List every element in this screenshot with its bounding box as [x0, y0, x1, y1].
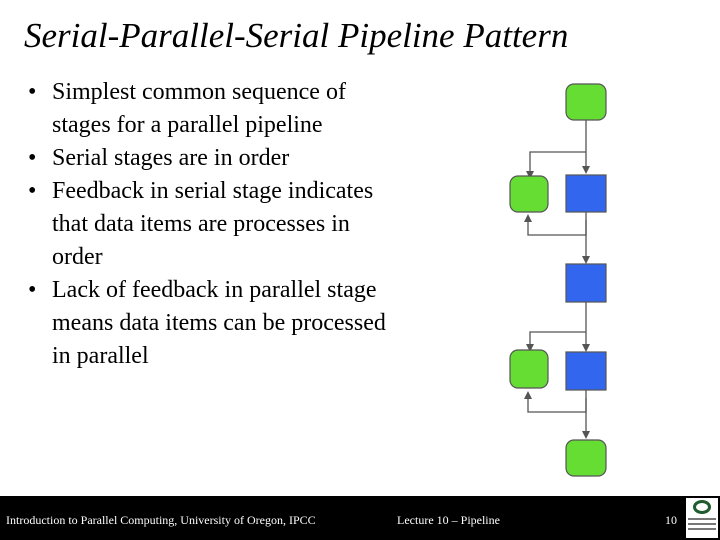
serial-stage-node: [566, 264, 606, 302]
serial-stage-node: [566, 175, 606, 212]
bullet-text: Serial stages are in order: [52, 145, 290, 171]
parallel-stage-node: [510, 350, 548, 388]
parallel-stage-node: [566, 440, 606, 476]
footer-lecture-title: Lecture 10 – Pipeline: [397, 513, 500, 527]
bullet-item: [28, 142, 398, 175]
serial-stage-node: [566, 352, 606, 390]
bullet-icon: •: [28, 79, 37, 105]
feedback-arrow-out: [530, 332, 586, 350]
bullet-text: Feedback in serial stage indicates that data items are processes in order: [52, 178, 374, 270]
feedback-arrow-return: [528, 393, 586, 412]
bullet-list: [28, 76, 398, 373]
parallel-stage-node: [510, 176, 548, 212]
feedback-arrow-return: [528, 216, 586, 235]
bullet-item: [28, 76, 398, 142]
slide-title: Serial-Parallel-Serial Pipeline Pattern: [24, 16, 569, 55]
parallel-stage-node: [566, 84, 606, 120]
bullet-icon: •: [28, 145, 37, 171]
bullet-item: [28, 175, 398, 274]
bullet-icon: •: [28, 178, 37, 204]
bullet-text: Simplest common sequence of stages for a parallel pipeline: [52, 79, 346, 138]
university-logo-icon: [686, 498, 718, 538]
bullet-item: [28, 274, 398, 373]
bullet-text: Lack of feedback in parallel stage means data items can be processed in parallel: [52, 277, 386, 369]
pipeline-diagram: [500, 80, 620, 480]
bullet-icon: •: [28, 277, 37, 303]
footer-bar: [0, 496, 720, 540]
footer-course-title: Introduction to Parallel Computing, University of Oregon, IPCC: [6, 513, 316, 527]
logo-wordmark: [688, 518, 716, 533]
page-number: 10: [665, 513, 677, 527]
oregon-o-icon: [693, 500, 711, 514]
feedback-arrow-out: [530, 152, 586, 177]
